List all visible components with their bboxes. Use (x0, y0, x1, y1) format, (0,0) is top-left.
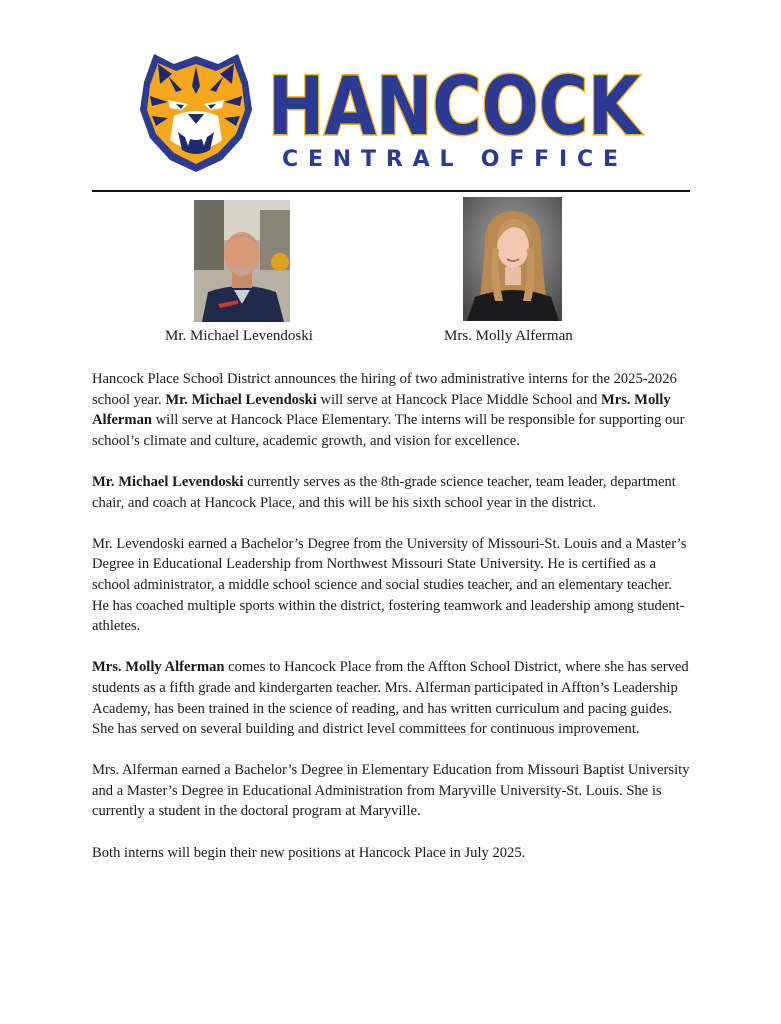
announcement-body (92, 369, 692, 884)
text-run: comes to Hancock Place from the Affton School District, where she has served students as a fifth grade and kindergarten teacher. Mrs. Alferman participated in Affton’s Leadership Academy, has been trained in the science of reading, and has written curriculum and pacing guides. She has served on several building and district level committees for continuous improvement. (92, 659, 689, 738)
text-run: currently serves as the 8th-grade science teacher, team leader, department chair, and coach at Hancock Place, and this will be his sixth school year in the district. (92, 473, 676, 511)
header-divider (92, 190, 690, 192)
name-alferman: Mrs. Molly Alferman (92, 391, 671, 429)
photo-michael-levendoski (194, 200, 290, 322)
tiger-mascot-logo (138, 52, 254, 174)
paragraph-announcement (92, 369, 692, 451)
paragraph-levendoski-role (92, 472, 692, 513)
text-run: Hancock Place School District announces the hiring of two administrative interns for the 2025-2026 school year. (92, 371, 677, 408)
name-alferman: Mrs. Molly Alferman (92, 659, 225, 676)
paragraph-start-date: Both interns will begin their new positions at Hancock Place in July 2025. (92, 844, 526, 861)
hancock-wordmark (268, 50, 648, 180)
text-run: will serve at Hancock Place Middle School and (316, 391, 601, 408)
name-levendoski: Mr. Michael Levendoski (92, 473, 244, 490)
text-run: will serve at Hancock Place Elementary. The interns will be responsible for supporting our school’s climate and culture, academic growth, and vision for excellence. (92, 412, 685, 449)
letterhead (0, 0, 781, 190)
brand-name: HANCOCK (268, 60, 643, 153)
photo-caption-levendoski: Mr. Michael Levendoski (165, 328, 313, 344)
brand-subtitle: CENTRAL OFFICE (282, 147, 618, 172)
photo-molly-alferman (463, 197, 562, 321)
photo-caption-alferman: Mrs. Molly Alferman (444, 328, 573, 344)
name-levendoski: Mr. Michael Levendoski (165, 391, 317, 408)
paragraph-alferman-role (92, 657, 692, 739)
paragraph-levendoski-education: Mr. Levendoski earned a Bachelor’s Degree from the University of Missouri-St. Louis and a Master’s Degree in Educational Leadership from Northwest Missouri State University. He is certified as a school administrator, a middle school science and social studies teacher, and an elementary teacher. He has coached multiple sports within the district, fostering teamwork and leadership among student-athletes. (92, 535, 687, 635)
paragraph-alferman-education: Mrs. Alferman earned a Bachelor’s Degree in Elementary Education from Missouri Baptist University and a Master’s Degree in Educational Administration from Maryville University-St. Louis. She is currently a student in the doctoral program at Maryville. (92, 762, 690, 820)
